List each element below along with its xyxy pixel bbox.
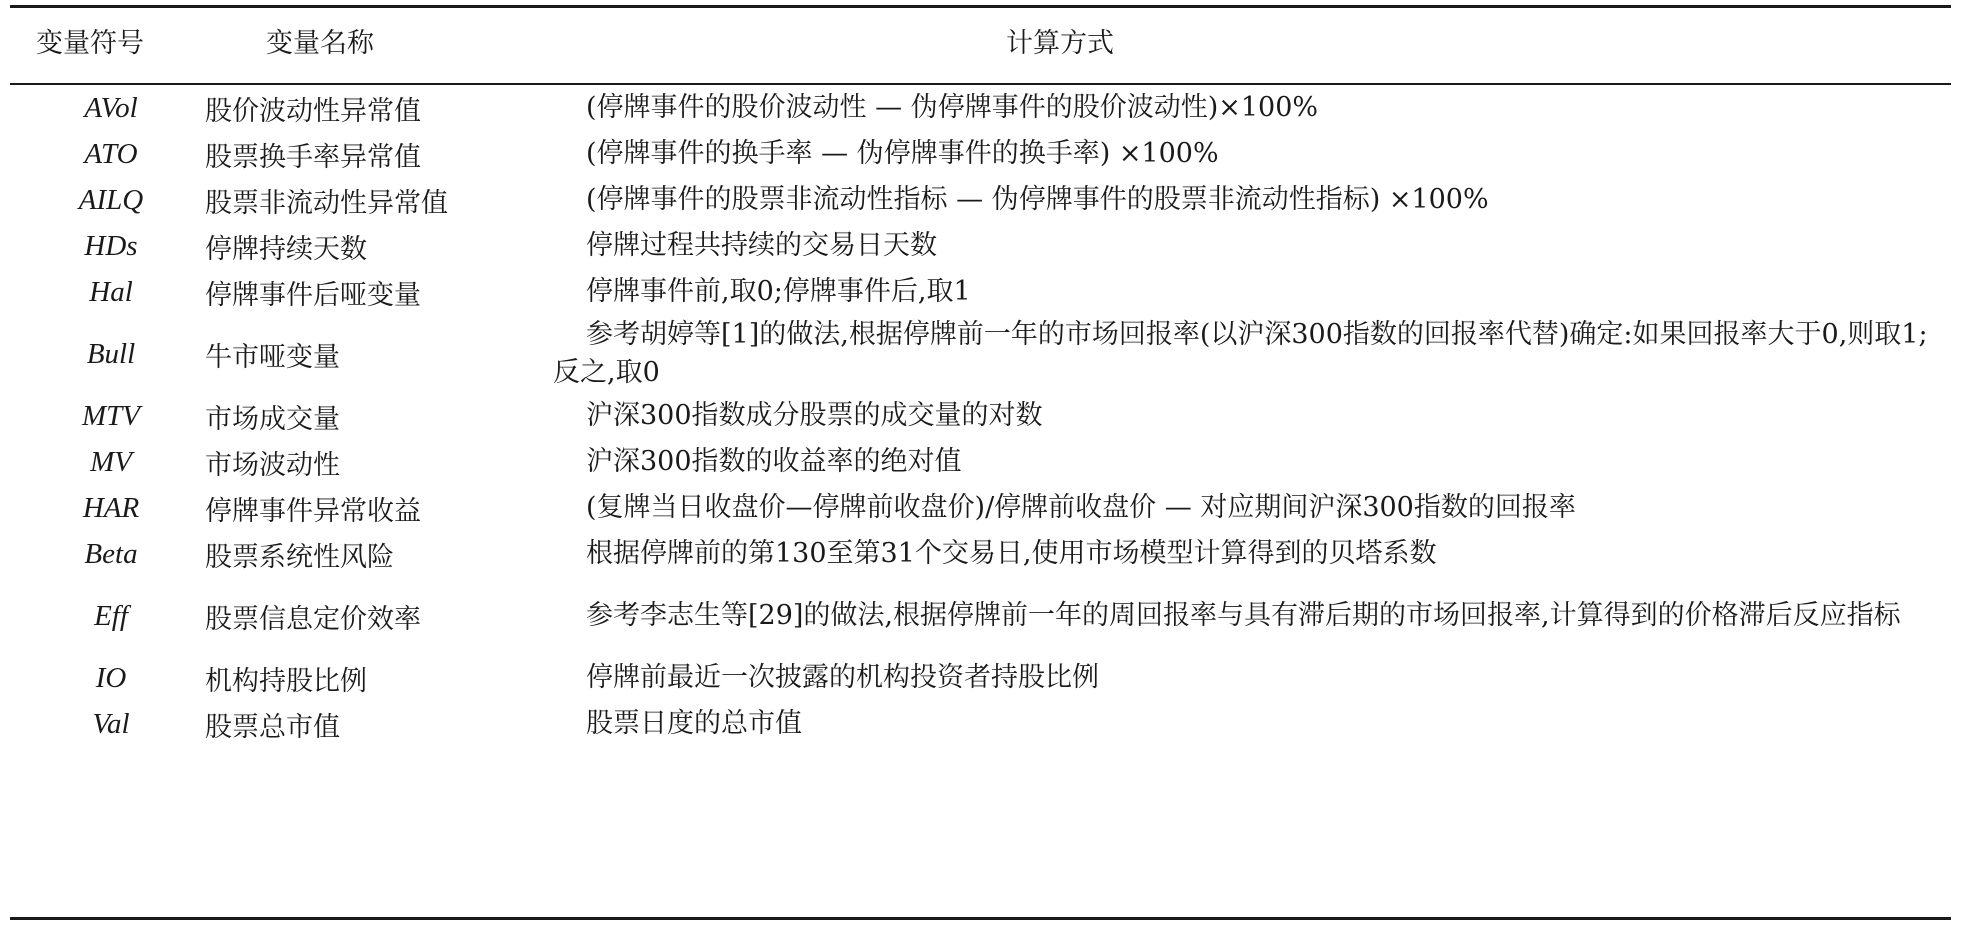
row-name: 股票总市值: [205, 711, 340, 743]
row-symbol: ATO: [84, 137, 138, 170]
table-row: [0, 655, 1963, 701]
row-calc-text: 停牌过程共持续的交易日天数: [586, 230, 937, 261]
row-name: 停牌事件后哑变量: [205, 279, 421, 311]
header-name: 变量名称: [266, 28, 374, 59]
row-calc-text: 股票日度的总市值: [586, 708, 802, 739]
row-calc: [553, 577, 1953, 655]
row-calc: [553, 531, 1953, 577]
table-row: [0, 177, 1963, 223]
header-calc: 计算方式: [1006, 28, 1114, 59]
row-calc-text: 停牌前最近一次披露的机构投资者持股比例: [586, 662, 1099, 693]
row-calc-text: 参考胡婷等[1]的做法,根据停牌前一年的市场回报率(以沪深300指数的回报率代替)确定:如果回报率大于0,则取1;反之,取0: [553, 319, 1928, 388]
row-calc: [553, 177, 1953, 223]
row-symbol: AILQ: [78, 183, 144, 216]
row-name: 市场成交量: [205, 403, 340, 435]
row-calc: [553, 315, 1953, 393]
row-calc: [553, 655, 1953, 701]
row-name: 股票信息定价效率: [205, 603, 421, 635]
row-name: 股票系统性风险: [205, 541, 394, 573]
table-row: [0, 701, 1963, 747]
table-row: [0, 485, 1963, 531]
table-row: [0, 315, 1963, 393]
row-calc: [553, 131, 1953, 177]
table-row: [0, 577, 1963, 655]
table-bottom-rule: [10, 917, 1951, 920]
table-row: [0, 393, 1963, 439]
row-calc: [553, 701, 1953, 747]
row-symbol: HDs: [84, 229, 138, 262]
row-symbol: HAR: [82, 491, 140, 524]
row-calc-text: 参考李志生等[29]的做法,根据停牌前一年的周回报率与具有滞后期的市场回报率,计算得到的价格滞后反应指标: [586, 600, 1901, 631]
row-name: 股票换手率异常值: [205, 141, 421, 173]
table-row: [0, 269, 1963, 315]
table-top-rule: [10, 5, 1951, 8]
row-calc-text: 沪深300指数的收益率的绝对值: [586, 446, 962, 477]
row-symbol: Beta: [84, 537, 138, 570]
row-calc-text: 根据停牌前的第130至第31个交易日,使用市场模型计算得到的贝塔系数: [586, 538, 1437, 569]
table-row: [0, 223, 1963, 269]
row-calc: [553, 393, 1953, 439]
row-symbol: Hal: [89, 275, 133, 308]
row-symbol: IO: [95, 661, 127, 694]
row-name: 股价波动性异常值: [205, 95, 421, 127]
row-name: 停牌持续天数: [205, 233, 367, 265]
row-calc-text: 沪深300指数成分股票的成交量的对数: [586, 400, 1043, 431]
header-symbol: 变量符号: [36, 28, 144, 59]
row-name: 牛市哑变量: [205, 341, 340, 373]
row-symbol: Eff: [94, 599, 128, 632]
table-row: [0, 85, 1963, 131]
row-name: 机构持股比例: [205, 665, 367, 697]
row-calc-text: (停牌事件的股票非流动性指标 — 伪停牌事件的股票非流动性指标) ×100%: [586, 184, 1489, 215]
row-symbol: MTV: [82, 399, 140, 432]
row-name: 停牌事件异常收益: [205, 495, 421, 527]
table-row: [0, 131, 1963, 177]
row-calc-text: (停牌事件的换手率 — 伪停牌事件的换手率) ×100%: [586, 138, 1219, 169]
row-calc-text: (停牌事件的股价波动性 — 伪停牌事件的股价波动性)×100%: [586, 92, 1319, 123]
row-calc: [553, 269, 1953, 315]
row-symbol: MV: [90, 445, 132, 478]
row-calc-text: 停牌事件前,取0;停牌事件后,取1: [586, 276, 971, 307]
row-symbol: AVol: [84, 91, 138, 124]
row-calc-text: (复牌当日收盘价—停牌前收盘价)/停牌前收盘价 — 对应期间沪深300指数的回报率: [586, 492, 1576, 523]
table-row: [0, 439, 1963, 485]
row-name: 市场波动性: [205, 449, 340, 481]
row-name: 股票非流动性异常值: [205, 187, 448, 219]
row-symbol: Bull: [86, 337, 136, 370]
row-calc: [553, 485, 1953, 531]
row-calc: [553, 85, 1953, 131]
row-symbol: Val: [92, 707, 130, 740]
table-row: [0, 531, 1963, 577]
row-calc: [553, 223, 1953, 269]
row-calc: [553, 439, 1953, 485]
